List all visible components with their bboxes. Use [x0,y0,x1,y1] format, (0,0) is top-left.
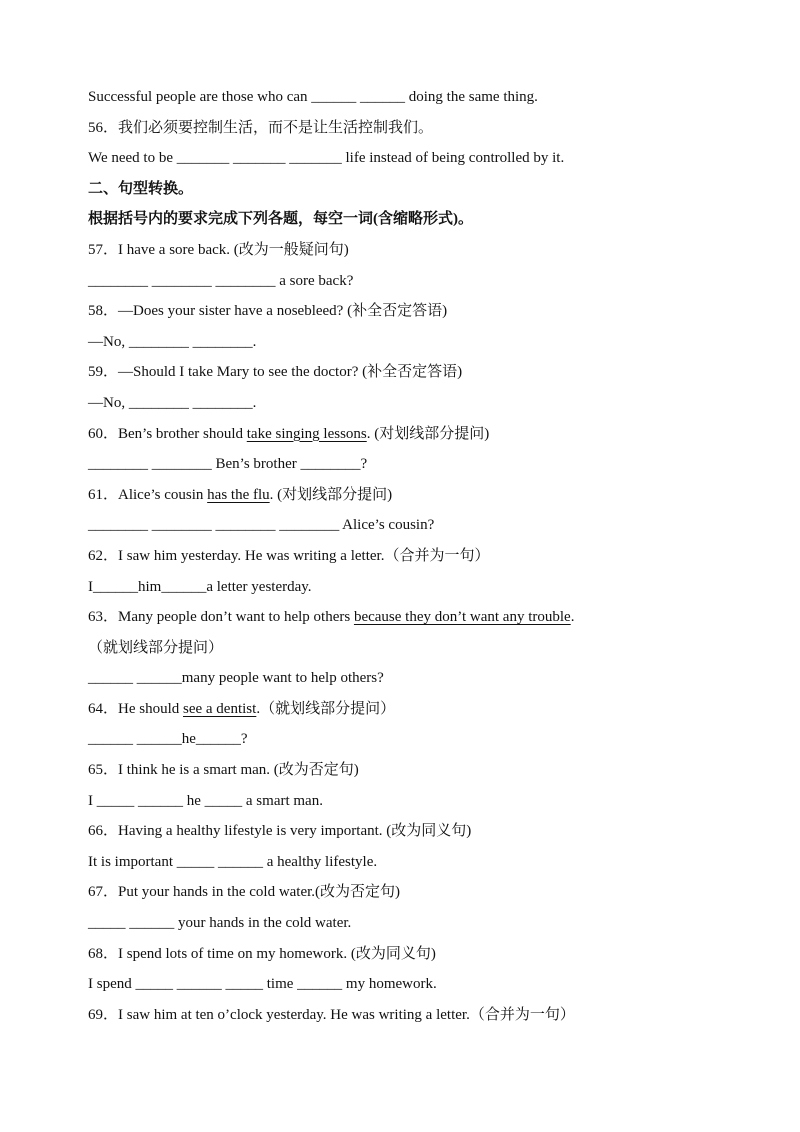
question-text: .（就划线部分提问） [256,700,396,717]
underlined-phrase: because they don’t want any trouble [353,609,571,626]
answer-line: ________ ________ Ben’s brother ________? [88,456,368,473]
question-64 [88,694,748,725]
answer-line: It is important _____ ______ a healthy lifestyle. [88,853,378,870]
answer-line: ______ ______many people want to help others? [88,670,384,687]
question-63-instruction: （就划线部分提问） [88,639,224,656]
answer-line: —No, ________ ________. [88,394,257,411]
answer-line: —No, ________ ________. [88,333,257,350]
question-58: 58．—Does your sister have a nosebleed? (补全否定答语) [88,303,448,320]
question-63 [88,602,748,633]
question-61 [88,480,748,511]
answer-line: We need to be _______ _______ _______ life instead of being controlled by it. [88,150,565,167]
underlined-phrase: take singing lessons [246,425,367,442]
question-text: . [570,609,575,626]
underlined-phrase: has the flu [207,486,270,503]
section-instructions: 根据括号内的要求完成下列各题，每空一词(含缩略形式)。 [88,211,473,228]
question-text: . (对划线部分提问) [366,425,490,442]
question-60 [88,419,748,450]
answer-line: ________ ________ ________ a sore back? [88,272,354,289]
question-69: 69．I saw him at ten o’clock yesterday. He was writing a letter.（合并为一句） [88,1006,575,1023]
worksheet-page [88,82,748,1030]
answer-line: I spend _____ ______ _____ time ______ my homework. [88,976,437,993]
question-65: 65．I think he is a smart man. (改为否定句) [88,762,359,779]
question-68: 68．I spend lots of time on my homework. (改为同义句) [88,945,436,962]
answer-line: ________ ________ ________ ________ Alice’s cousin? [88,517,435,534]
underlined-phrase: see a dentist [183,700,257,717]
question-text: . (对划线部分提问) [269,486,393,503]
question-62: 62．I saw him yesterday. He was writing a letter.（合并为一句） [88,547,490,564]
answer-line: I _____ ______ he _____ a smart man. [88,792,323,809]
question-text: 64．He should [88,700,183,717]
answer-line: I______him______a letter yesterday. [88,578,312,595]
question-text: 61．Alice’s cousin [88,486,208,503]
question-66: 66．Having a healthy lifestyle is very important. (改为同义句) [88,823,472,840]
question-56-prompt: 56．我们必须要控制生活，而不是让生活控制我们。 [88,119,434,136]
question-67: 67．Put your hands in the cold water.(改为否定句) [88,884,401,901]
answer-line: ______ ______he______? [88,731,248,748]
question-59: 59．—Should I take Mary to see the doctor? (补全否定答语) [88,364,463,381]
question-57: 57．I have a sore back. (改为一般疑问句) [88,241,349,258]
question-text: 63．Many people don’t want to help others [88,609,354,626]
question-text: 60．Ben’s brother should [88,425,247,442]
sentence-line: Successful people are those who can ______ ______ doing the same thing. [88,89,538,105]
section-heading: 二、句型转换。 [88,180,194,197]
answer-line: _____ ______ your hands in the cold water. [88,915,352,932]
